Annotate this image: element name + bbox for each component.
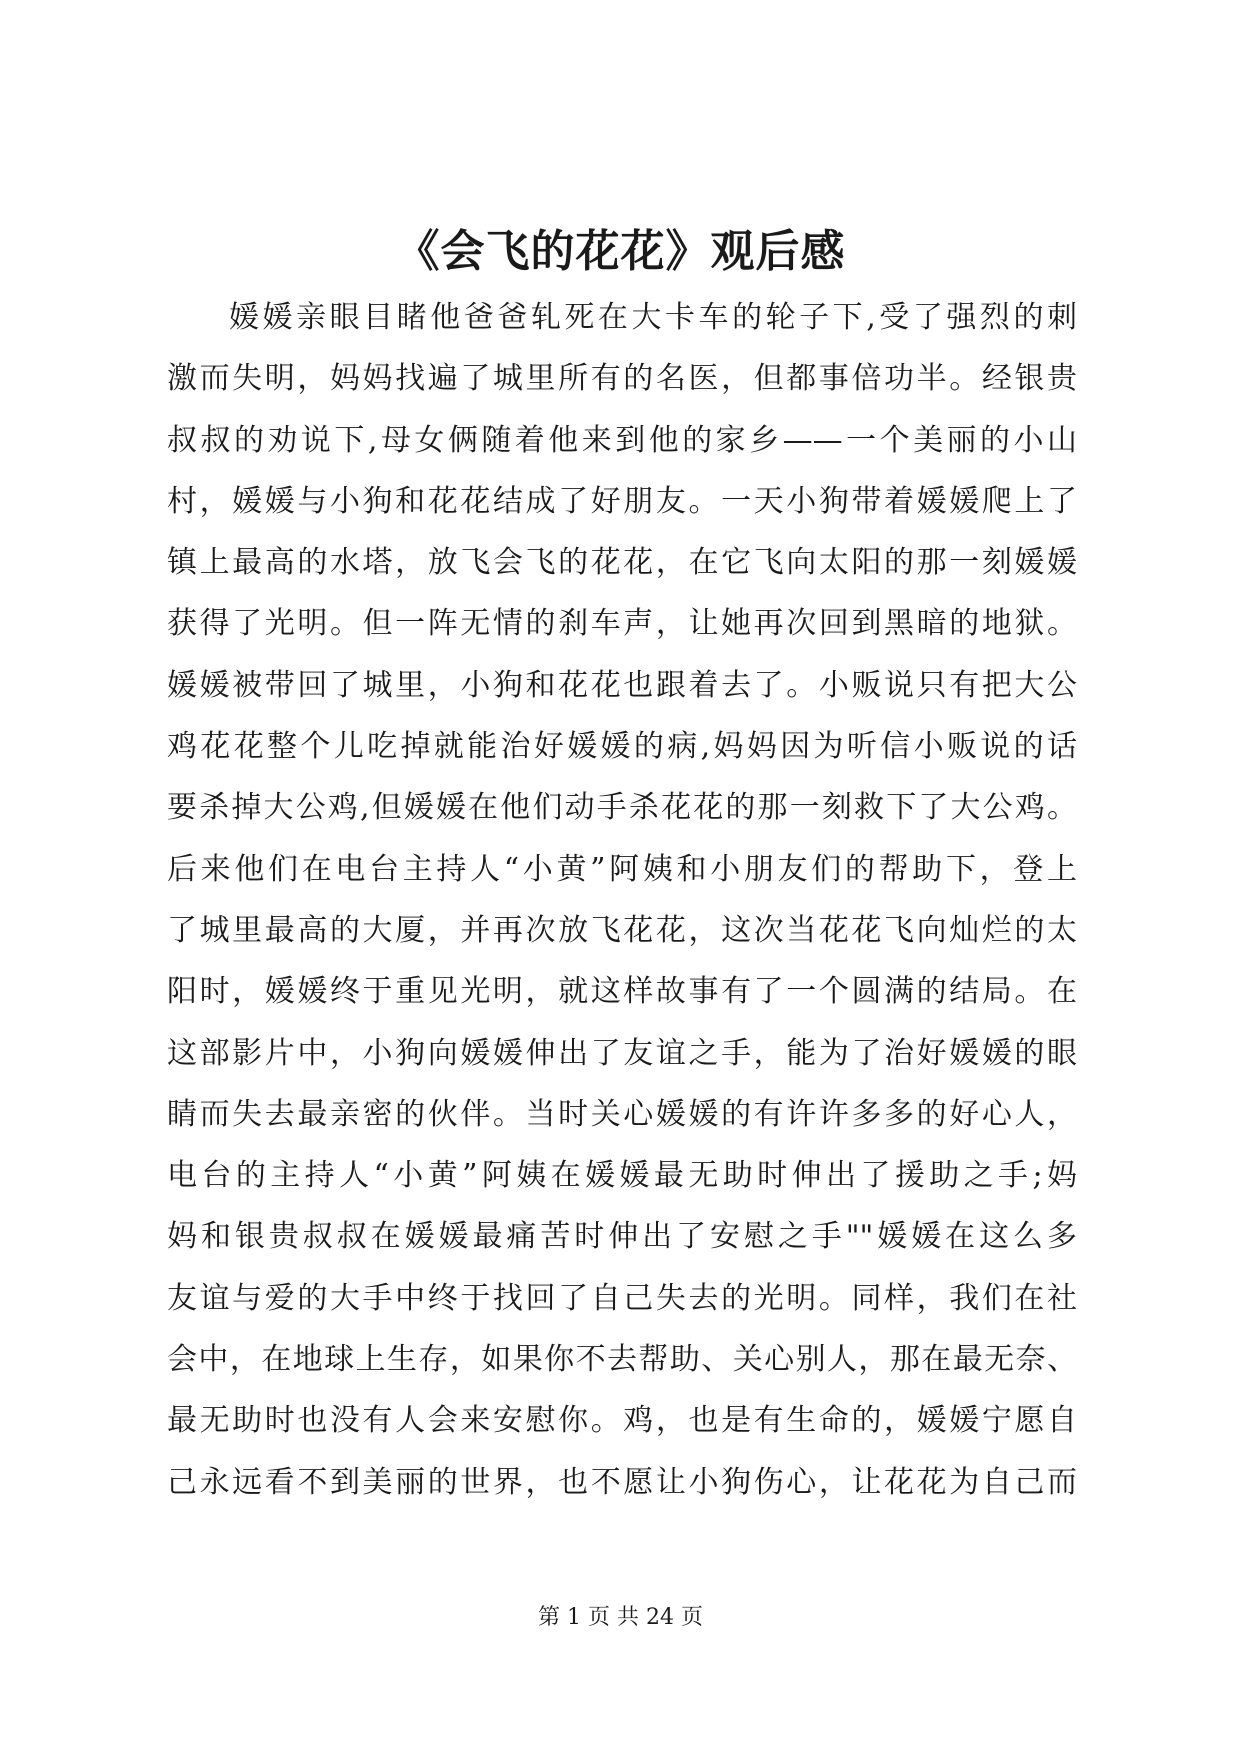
body-line: 鸡花花整个儿吃掉就能治好媛媛的病,妈妈因为听信小贩说的话 xyxy=(167,729,1077,765)
body-line: 这部影片中，小狗向媛媛伸出了友谊之手，能为了治好媛媛的眼 xyxy=(167,1035,1077,1071)
body-line: 激而失明，妈妈找遍了城里所有的名医，但都事倍功半。经银贵 xyxy=(167,361,1077,397)
body-line: 电台的主持人“小黄”阿姨在媛媛最无助时伸出了援助之手;妈 xyxy=(167,1158,1077,1194)
document-body xyxy=(167,287,1077,1513)
body-line: 媛媛亲眼目睹他爸爸轧死在大卡车的轮子下,受了强烈的刺 xyxy=(229,300,1077,335)
body-line: 妈和银贵叔叔在媛媛最痛苦时伸出了安慰之手""媛媛在这么多 xyxy=(167,1219,1077,1255)
body-line: 友谊与爱的大手中终于找回了自己失去的光明。同样，我们在社 xyxy=(167,1280,1077,1316)
body-line: 后来他们在电台主持人“小黄”阿姨和小朋友们的帮助下，登上 xyxy=(167,851,1077,887)
body-line: 镇上最高的水塔，放飞会飞的花花，在它飞向太阳的那一刻媛媛 xyxy=(167,545,1077,581)
body-line: 己永远看不到美丽的世界，也不愿让小狗伤心，让花花为自己而 xyxy=(167,1464,1077,1500)
body-line: 最无助时也没有人会来安慰你。鸡，也是有生命的，媛媛宁愿自 xyxy=(167,1403,1077,1439)
body-line: 睛而失去最亲密的伙伴。当时关心媛媛的有许许多多的好心人， xyxy=(167,1096,1077,1132)
body-line: 了城里最高的大厦，并再次放飞花花，这次当花花飞向灿烂的太 xyxy=(167,912,1077,948)
body-line: 村，媛媛与小狗和花花结成了好朋友。一天小狗带着媛媛爬上了 xyxy=(167,483,1077,519)
page-number-footer: 第 1 页 共 24 页 xyxy=(538,1605,703,1630)
body-line: 阳时，媛媛终于重见光明，就这样故事有了一个圆满的结局。在 xyxy=(167,974,1077,1010)
body-line: 会中，在地球上生存，如果你不去帮助、关心别人，那在最无奈、 xyxy=(167,1342,1077,1378)
body-line: 叔叔的劝说下,母女俩随着他来到他的家乡——一个美丽的小山 xyxy=(167,422,1077,458)
body-line: 要杀掉大公鸡,但媛媛在他们动手杀花花的那一刻救下了大公鸡。 xyxy=(167,790,1077,826)
document-title: 《会飞的花花》观后感 xyxy=(395,226,846,277)
body-line: 媛媛被带回了城里，小狗和花花也跟着去了。小贩说只有把大公 xyxy=(167,667,1077,703)
body-line: 获得了光明。但一阵无情的刹车声，让她再次回到黑暗的地狱。 xyxy=(167,606,1077,642)
